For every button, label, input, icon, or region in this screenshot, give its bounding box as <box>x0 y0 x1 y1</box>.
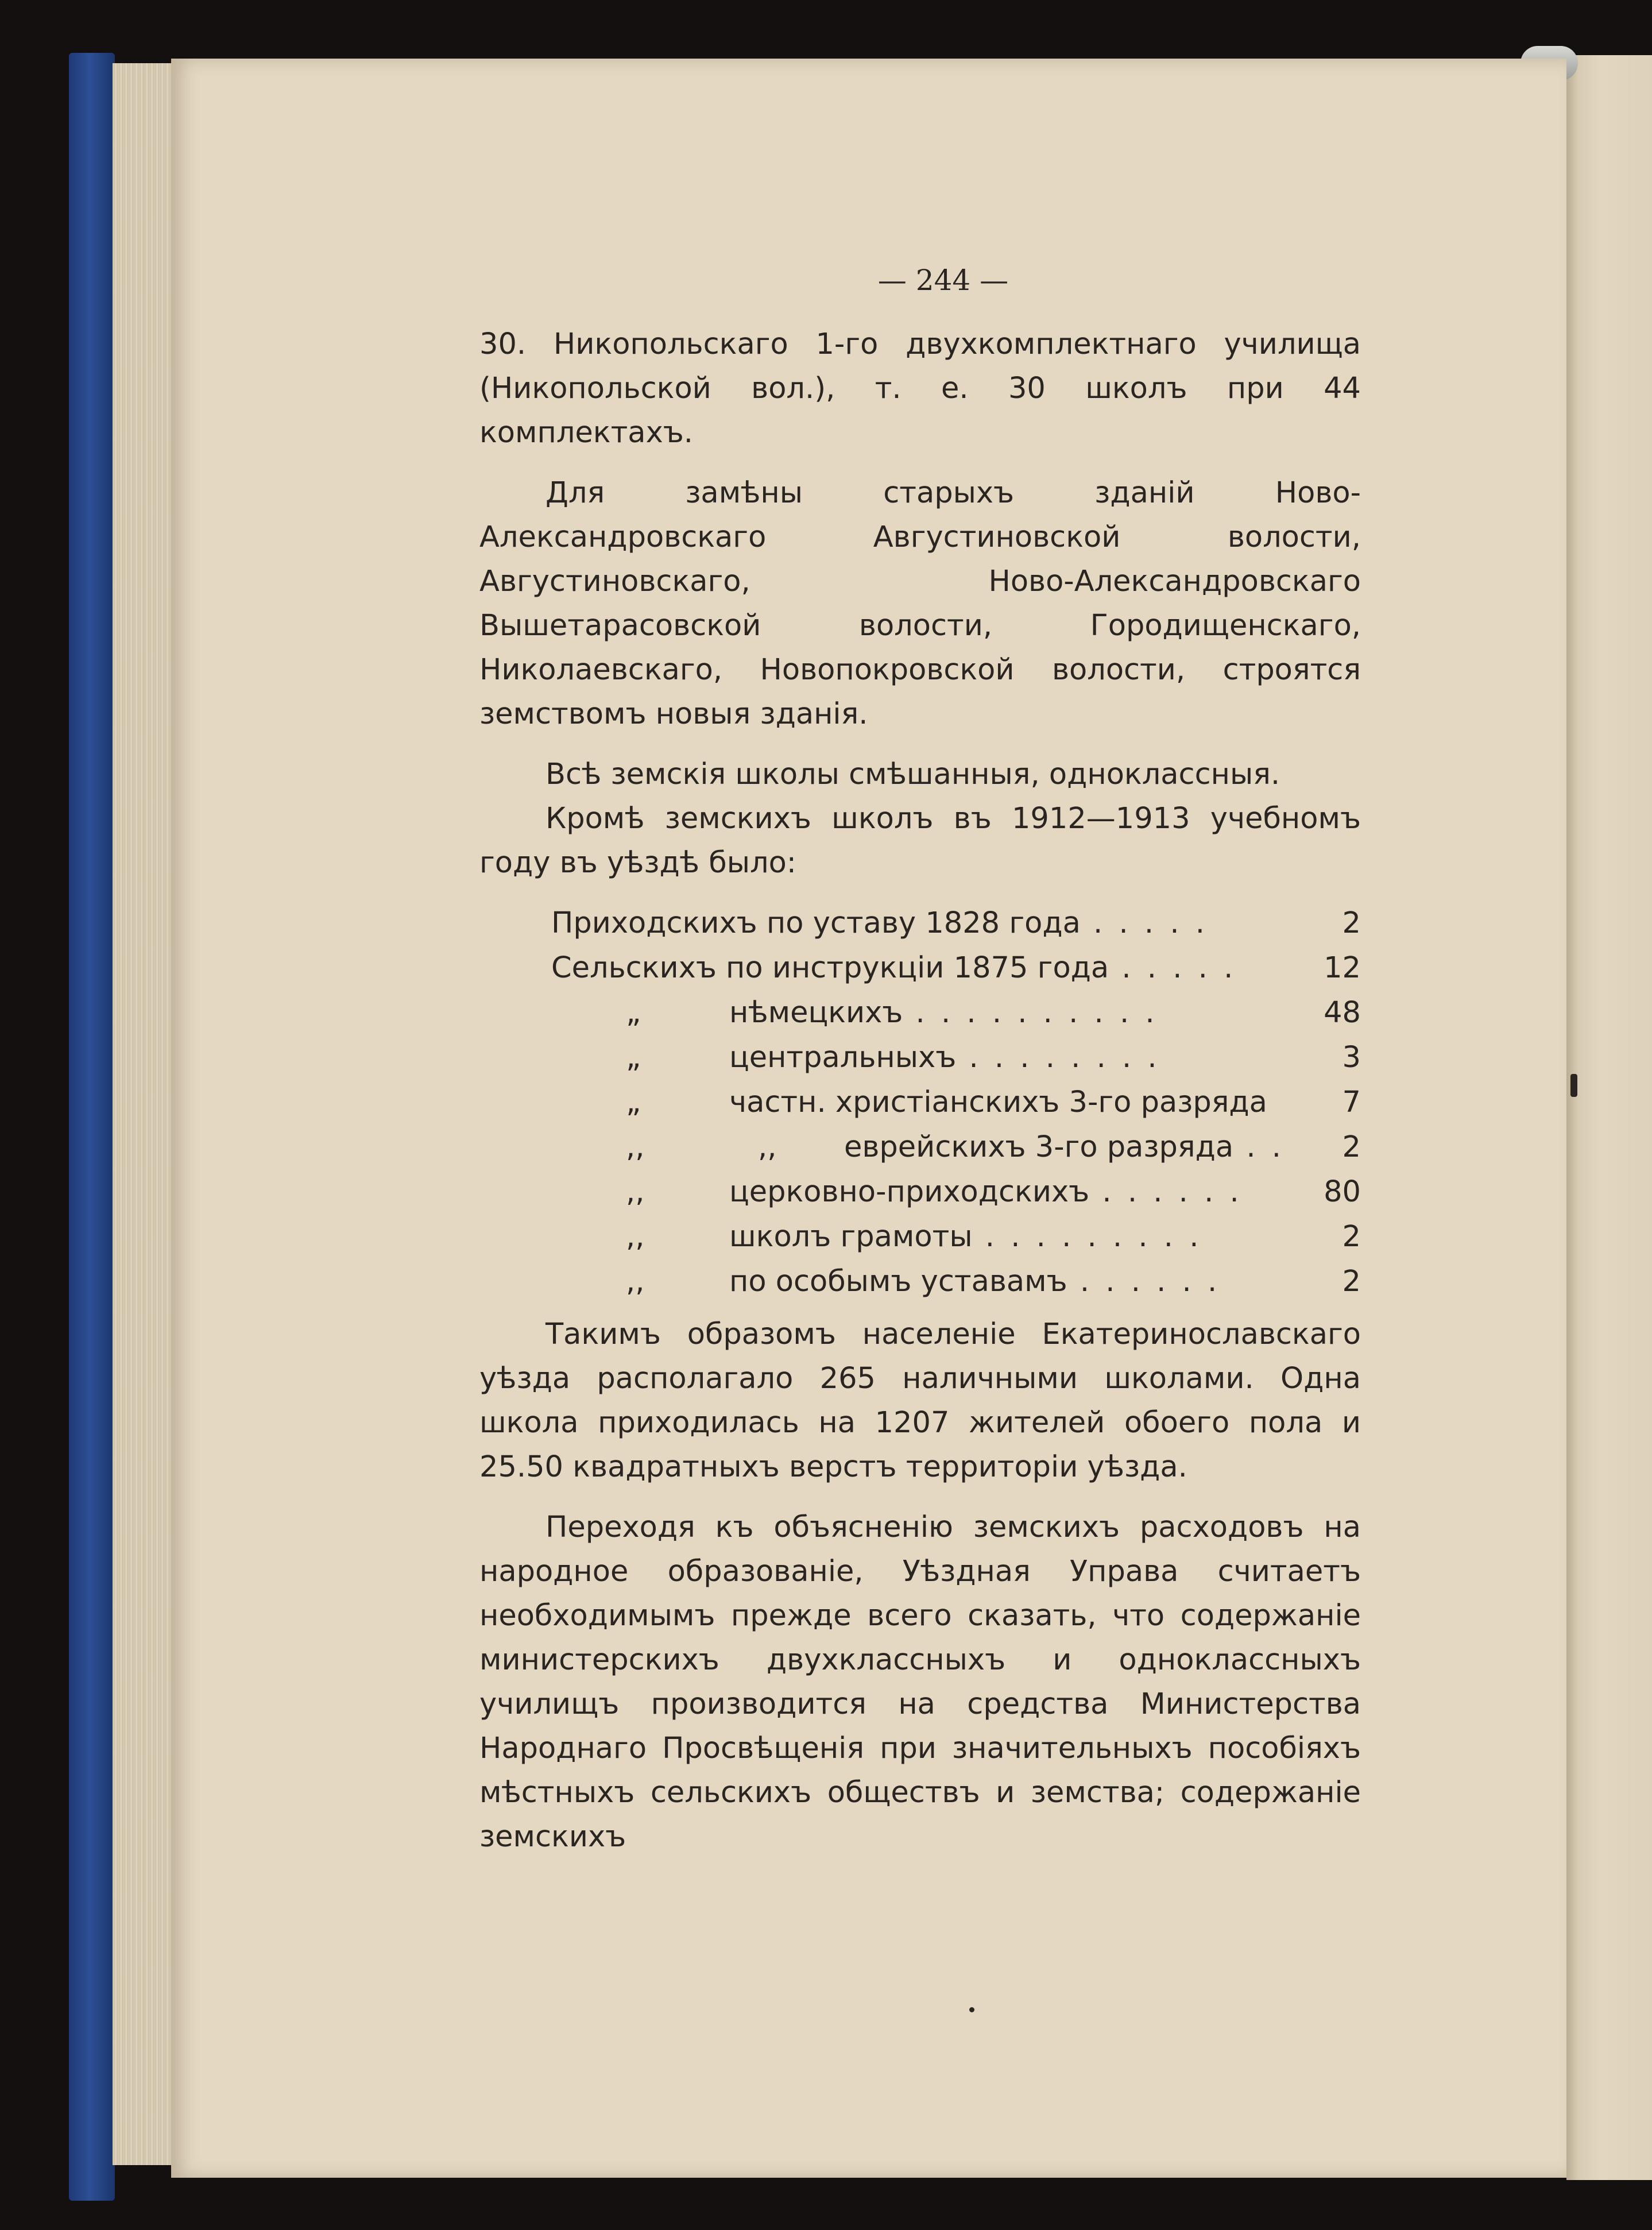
ditto-mark: „ <box>626 1085 641 1119</box>
school-label <box>479 901 1306 945</box>
school-row <box>479 901 1361 946</box>
school-label <box>479 946 1306 990</box>
ink-dot <box>1570 1074 1577 1097</box>
paragraph-total: Такимъ образомъ населеніе Екатеринославскаго уѣзда располагало 265 наличными школами. Одна школа приходилась на 1207 жителей обоего пола и 25.50 квадратныхъ верстъ территоріи уѣзда. <box>479 1317 1361 1484</box>
leader-dots: . . . . . . <box>1089 1175 1243 1209</box>
school-label <box>729 1215 1306 1259</box>
school-label-text: Сельскихъ по инструкціи 1875 года <box>551 951 1109 985</box>
school-label <box>729 1259 1306 1304</box>
ditto-mark: ,, <box>758 1130 777 1164</box>
ditto-mark: ,, <box>626 1130 645 1164</box>
school-label <box>729 1080 1306 1124</box>
school-row <box>479 1259 1361 1304</box>
school-count: 7 <box>1342 1085 1361 1119</box>
school-label-text: частн. христіанскихъ 3-го разряда <box>729 1085 1267 1119</box>
school-label-text: Приходскихъ по уставу 1828 года <box>551 906 1081 940</box>
page-edges <box>113 63 173 2165</box>
school-label-text: школъ грамоты <box>729 1220 973 1254</box>
page-number: — 244 — <box>877 264 1009 297</box>
school-count: 80 <box>1324 1175 1361 1209</box>
school-label-text: центральныхъ <box>729 1041 957 1075</box>
ditto-mark: ,, <box>626 1220 645 1254</box>
school-row <box>479 991 1361 1035</box>
page-text <box>479 258 1361 1875</box>
leader-dots: . . <box>1233 1130 1285 1164</box>
school-label-text: церковно-приходскихъ <box>729 1175 1090 1209</box>
paragraph-all-schools: Всѣ земскія школы смѣшанныя, одноклассныя. <box>545 757 1280 791</box>
school-label <box>729 1125 1306 1169</box>
school-row <box>479 1035 1361 1080</box>
ditto-mark: „ <box>626 1041 641 1075</box>
paragraph-new-buildings: Для замѣны старыхъ зданій Ново-Александровскаго Августиновской волости, Августиновскаго, Ново-Александровскаго Вышетарасовской волости, Городищенскаго, Николаевскаго, Новопокровской волости, строятся земствомъ новыя зданія. <box>479 476 1361 731</box>
paragraph-college-30: 30. Никопольскаго 1-го двухкомплектнаго училища (Никопольской вол.), т. е. 30 школъ при 44 комплектахъ. <box>479 327 1361 450</box>
schools-list <box>479 901 1361 1304</box>
school-label-text: по особымъ уставамъ <box>729 1265 1067 1298</box>
school-count: 2 <box>1342 1130 1361 1164</box>
ditto-mark: ,, <box>626 1265 645 1298</box>
school-row <box>479 1215 1361 1259</box>
school-count: 2 <box>1342 906 1361 940</box>
paragraph-other-schools: Кромѣ земскихъ школъ въ 1912—1913 учебномъ году въ уѣздѣ было: <box>479 802 1361 880</box>
ditto-mark: ,, <box>626 1175 645 1209</box>
leader-dots: . . . . . <box>1080 906 1208 940</box>
leader-dots: . . . . . . . . <box>956 1041 1160 1075</box>
school-label <box>729 1170 1306 1214</box>
school-count: 3 <box>1342 1041 1361 1075</box>
school-label-text: нѣмецкихъ <box>729 996 903 1030</box>
school-row <box>479 1125 1361 1170</box>
ditto-mark: „ <box>626 996 641 1030</box>
leader-dots: . . . . . . . . . . <box>903 996 1158 1030</box>
school-row <box>479 1170 1361 1215</box>
school-row <box>479 1080 1361 1125</box>
school-label <box>729 991 1306 1035</box>
leader-dots: . . . . . . <box>1067 1265 1221 1298</box>
school-label-text: еврейскихъ 3-го разряда <box>844 1130 1234 1164</box>
paragraph-expenses: Переходя къ объясненію земскихъ расходовъ на народное образованіе, Уѣздная Управа считаетъ необходимымъ прежде всего сказать, что содержаніе министерскихъ двухклассныхъ и одноклассныхъ училищъ производится на средства Министерства Народнаго Просвѣщенія при значительныхъ пособіяхъ мѣстныхъ сельскихъ обществъ и земства; содержаніе земскихъ <box>479 1510 1361 1854</box>
school-count: 12 <box>1324 951 1361 985</box>
school-count: 2 <box>1342 1220 1361 1254</box>
next-page-edge <box>1566 55 1652 2180</box>
school-count: 48 <box>1324 996 1361 1030</box>
ink-dot <box>969 2007 974 2012</box>
school-label <box>729 1035 1306 1080</box>
book-cover-spine <box>69 53 115 2201</box>
leader-dots: . . . . . <box>1109 951 1237 985</box>
leader-dots: . . . . . . . . . <box>972 1220 1202 1254</box>
school-row <box>479 946 1361 991</box>
school-count: 2 <box>1342 1265 1361 1298</box>
